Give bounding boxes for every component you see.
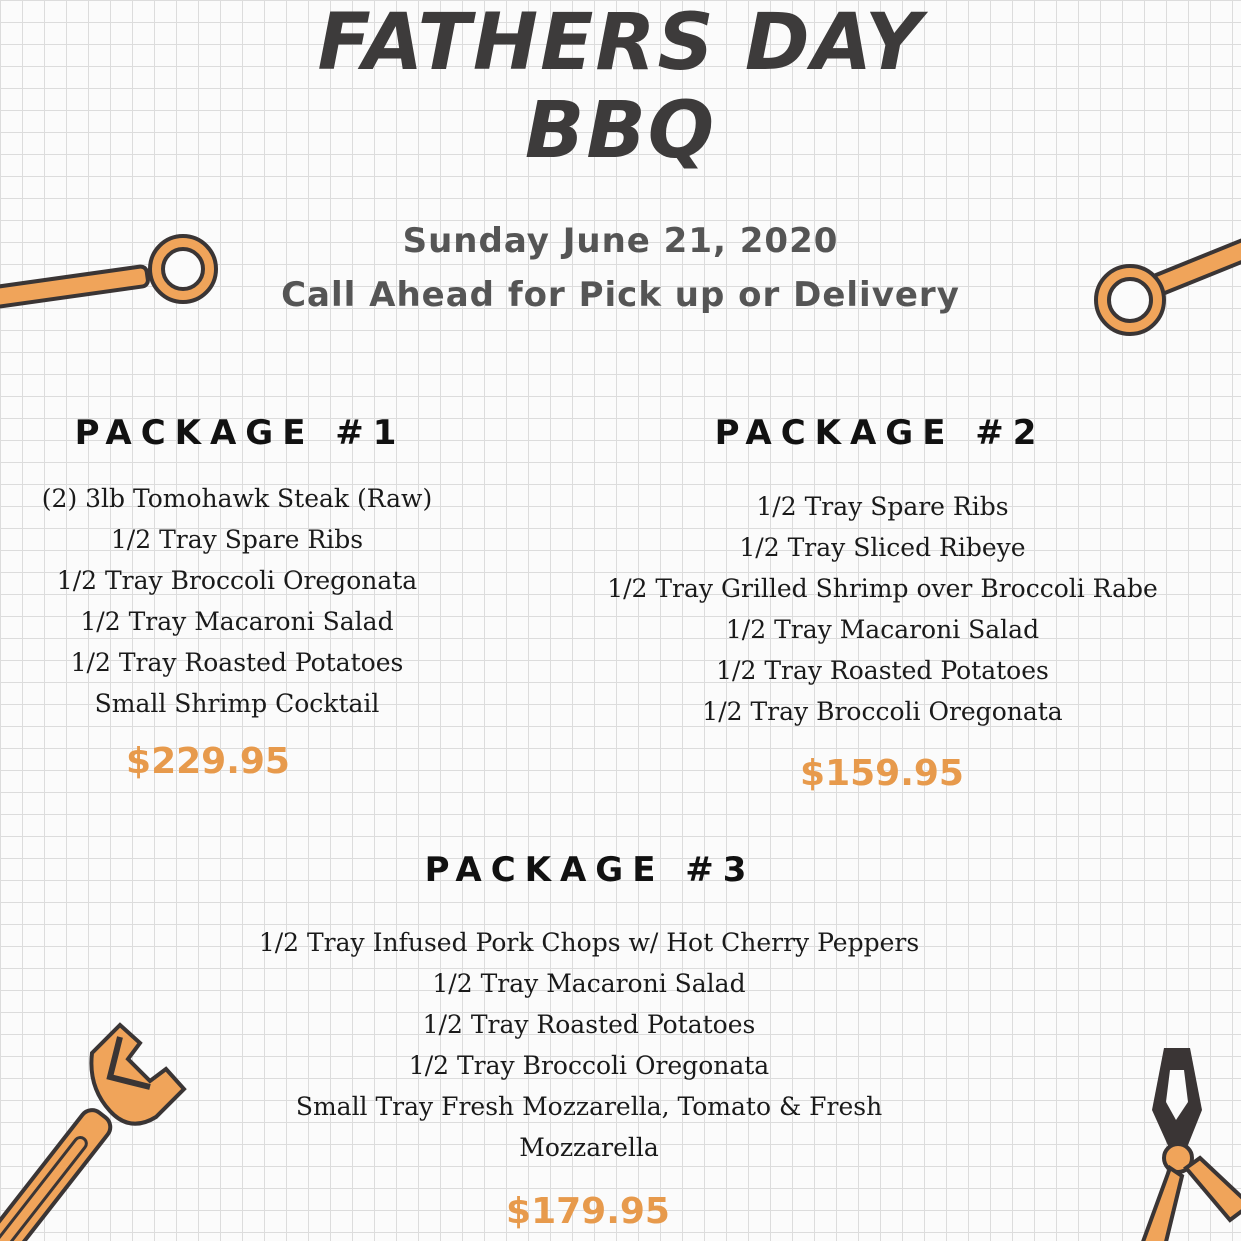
event-date: Sunday June 21, 2020 bbox=[402, 221, 839, 261]
list-item: 1/2 Tray Roasted Potatoes bbox=[70, 648, 404, 677]
list-item: 1/2 Tray Broccoli Oregonata bbox=[702, 697, 1063, 726]
title-line-1: FATHERS DAY bbox=[317, 0, 924, 88]
list-item: 1/2 Tray Roasted Potatoes bbox=[716, 656, 1049, 685]
list-item: 1/2 Tray Sliced Ribeye bbox=[739, 533, 1026, 562]
list-item: 1/2 Tray Spare Ribs bbox=[756, 492, 1009, 521]
pliers-icon bbox=[1130, 1040, 1241, 1241]
list-item: 1/2 Tray Macaroni Salad bbox=[432, 969, 746, 998]
package-2-heading: PACKAGE #2 bbox=[714, 413, 1046, 453]
list-item: (2) 3lb Tomohawk Steak (Raw) bbox=[41, 484, 433, 513]
list-item: 1/2 Tray Macaroni Salad bbox=[80, 607, 394, 636]
package-3-price: $179.95 bbox=[506, 1191, 670, 1232]
wrench-icon-right bbox=[1090, 228, 1241, 340]
call-ahead-note: Call Ahead for Pick up or Delivery bbox=[281, 275, 960, 315]
package-1-heading: PACKAGE #1 bbox=[74, 413, 406, 453]
wrench-icon-left bbox=[0, 234, 225, 319]
package-2-price: $159.95 bbox=[800, 753, 964, 794]
list-item: 1/2 Tray Broccoli Oregonata bbox=[56, 566, 418, 595]
package-1-price: $229.95 bbox=[126, 741, 290, 782]
list-item: 1/2 Tray Broccoli Oregonata bbox=[408, 1051, 770, 1080]
list-item: 1/2 Tray Macaroni Salad bbox=[725, 615, 1040, 644]
list-item: Small Shrimp Cocktail bbox=[94, 689, 380, 718]
title-line-2: BBQ bbox=[524, 86, 717, 176]
list-item: 1/2 Tray Roasted Potatoes bbox=[422, 1010, 756, 1039]
list-item: 1/2 Tray Spare Ribs bbox=[110, 525, 364, 554]
open-wrench-icon bbox=[0, 1015, 200, 1241]
list-item: 1/2 Tray Grilled Shrimp over Broccoli Rabe bbox=[607, 574, 1158, 603]
package-2-items bbox=[560, 486, 1205, 732]
package-3-heading: PACKAGE #3 bbox=[424, 850, 756, 890]
list-item: Small Tray Fresh Mozzarella, Tomato & Fresh bbox=[295, 1092, 883, 1121]
package-1-items bbox=[0, 478, 474, 724]
package-3-items bbox=[200, 922, 978, 1168]
list-item: 1/2 Tray Infused Pork Chops w/ Hot Cherry Peppers bbox=[258, 928, 920, 957]
list-item: Mozzarella bbox=[519, 1133, 659, 1162]
